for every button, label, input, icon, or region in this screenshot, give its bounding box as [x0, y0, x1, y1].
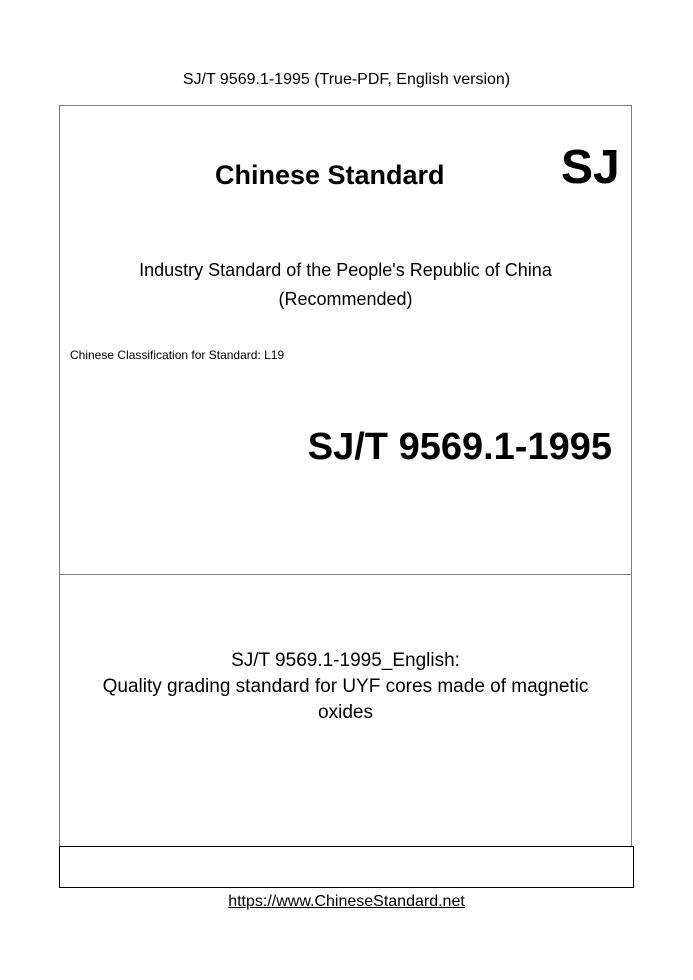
description-line-3: oxides	[318, 702, 373, 723]
subtitle	[60, 256, 631, 314]
subtitle-line-2: (Recommended)	[278, 289, 413, 309]
sj-mark: SJ	[561, 141, 620, 194]
page-header: SJ/T 9569.1-1995 (True-PDF, English version)	[182, 71, 511, 88]
subtitle-line-1: Industry Standard of the People's Republic of China	[139, 260, 552, 280]
document-description	[60, 648, 631, 726]
document-title: Chinese Standard	[215, 160, 445, 190]
description-line-2: Quality grading standard for UYF cores made of magnetic	[102, 676, 589, 697]
website-link[interactable]: https://www.ChineseStandard.net	[228, 893, 465, 910]
standard-number: SJ/T 9569.1-1995	[307, 426, 612, 468]
classification-label: Chinese Classification for Standard: L19	[70, 348, 285, 362]
footer-panel	[59, 846, 634, 888]
description-line-1: SJ/T 9569.1-1995_English:	[231, 650, 460, 671]
